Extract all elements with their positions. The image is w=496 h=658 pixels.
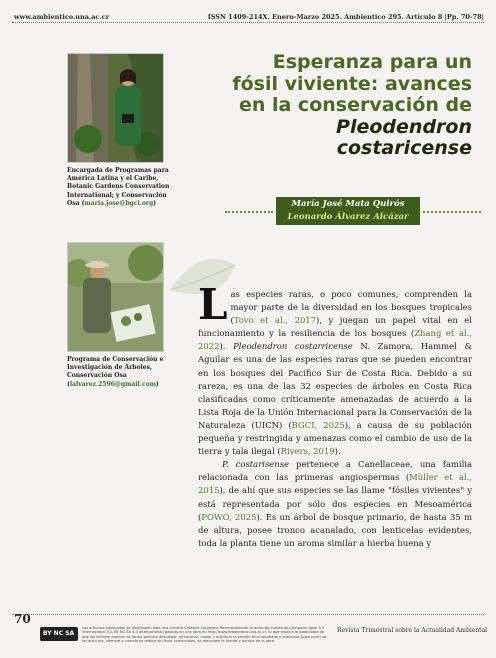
p1-text-b: ), y juegan un papel vital en el funcionamiento y la resiliencia de los bosques (: [198, 315, 472, 339]
author2-name: Leonardo Álvarez Alcázar: [287, 212, 409, 222]
dropcap: L: [198, 280, 228, 329]
article-title: [202, 52, 472, 160]
paragraph-1: [198, 280, 472, 458]
website-url: www.ambientico.una.ac.cr: [14, 13, 110, 21]
author2-bio-close: ): [155, 380, 159, 388]
citation-muller[interactable]: Müller et al., 2015: [198, 472, 472, 496]
footer-divider: [12, 614, 484, 615]
author1-bio-text: Encargada de Programas para América Latina y el Caribe, Botanic Gardens Conservation International; y Conservación Osa (: [67, 167, 170, 207]
p1-text-e: ), a causa de su población pequeña y restringida y amenazas como el cambio de uso de la tierra y tala ilegal (: [198, 419, 472, 457]
author1-bio: [67, 167, 179, 208]
title-line-3: en la conservación de: [238, 94, 472, 116]
title-line-2: fósil viviente: avances: [232, 72, 472, 95]
citation-powo[interactable]: POWO, 2025: [201, 511, 257, 522]
p1-text-a: as especies raras, o poco comunes, comprenden la mayor parte de la diversidad en los bosques tropicales (: [230, 289, 472, 326]
cc-license-badge[interactable]: [40, 627, 78, 641]
p2-text-c: ). Es un árbol de bosque primario, de hasta 35 m de altura, posee tronco acanalado, con lenticelas evidentes, toda la planta tiene un aroma similar a hierba buena y: [198, 511, 472, 548]
journal-name: Revista Trimestral sobre la Actualidad Ambiental: [337, 627, 488, 634]
author2-bio-text: Programa de Conservación e Investigación de Árboles, Conservación Osa (: [67, 356, 164, 388]
license-text: Los artículos publicados se distribuyen bajo una licencia Creative Commons Reconocimiento al autor-No comercial-Compartir igual 4.0 Internacional (CC BY NC SA 4.0 Internacional) basada en una obra en http://www.ambientico.una.ac.cr, lo que implica la posibilidad de que los lectores puedan de forma gratuita descargar, almacenar, copiar y distribuir la versión final aprobada y publicada (post print) de los artículos, siempre y cuando se realice sin fines comerciales, se mencione la fuente y autoría de la obra.: [82, 626, 327, 644]
p2-text-a: pertenece a Canellaceae, una familia relacionada con las primeras angiospermas (: [198, 459, 473, 483]
p1-text-c: ).: [219, 341, 234, 352]
author2-bio: [67, 356, 179, 389]
citation-zhang[interactable]: Zhang et al., 2022: [198, 328, 472, 352]
species-name: Pleodendron costarricense: [233, 341, 353, 352]
author1-name: María José Mata Quirós: [291, 199, 405, 209]
title-line-1: Esperanza para un: [272, 51, 472, 73]
author-band: [276, 197, 420, 225]
page-number: 70: [14, 612, 31, 626]
p2-text-b: ), de ahí que sus especies se las llame "fósiles vivientes" y está representada por sólo dos especies en Mesoamérica (: [198, 485, 472, 522]
author2-email[interactable]: lalvarez.2596@gmail.com: [69, 380, 156, 388]
p1-text-d: N. Zamora, Hammel & Aguilar es una de las especies raras que se pueden encontrar en los bosques del Pacífico Sur de Costa Rica. Debido a su rareza, es una de las 32 especies de árboles en Costa Rica clasificadas como críticamente amenazadas de acuerdo a la Lista Roja de la Unión Internacional para la Conservación de la Naturaleza (UICN) (: [198, 341, 472, 430]
issue-info: ISSN 1409-214X. Enero-Marzo 2025. Ambientico 295. Artículo 8 |Pp. 70-78|: [207, 13, 484, 21]
title-species: Pleodendron costaricense: [336, 115, 472, 159]
cc-license-label: BY NC SA: [43, 630, 75, 637]
paragraph-2: [198, 458, 472, 550]
article-body: [198, 280, 473, 550]
citation-rivers[interactable]: Rivers, 2019: [280, 446, 335, 457]
species-name-2: P. costarisense: [222, 459, 290, 470]
header-divider: [12, 22, 484, 23]
author1-email[interactable]: maria.jose@bgci.org: [84, 199, 154, 207]
author2-photo: [67, 242, 164, 352]
p1-text-f: ).: [334, 446, 341, 457]
citation-tovo[interactable]: Tovo et al., 2017: [233, 315, 317, 326]
author1-photo: [67, 53, 164, 163]
citation-bgci[interactable]: BGCI, 2025: [291, 419, 345, 430]
author-divider-right: [423, 211, 481, 213]
author1-bio-close: ): [153, 199, 157, 207]
author-divider-left: [225, 211, 273, 213]
